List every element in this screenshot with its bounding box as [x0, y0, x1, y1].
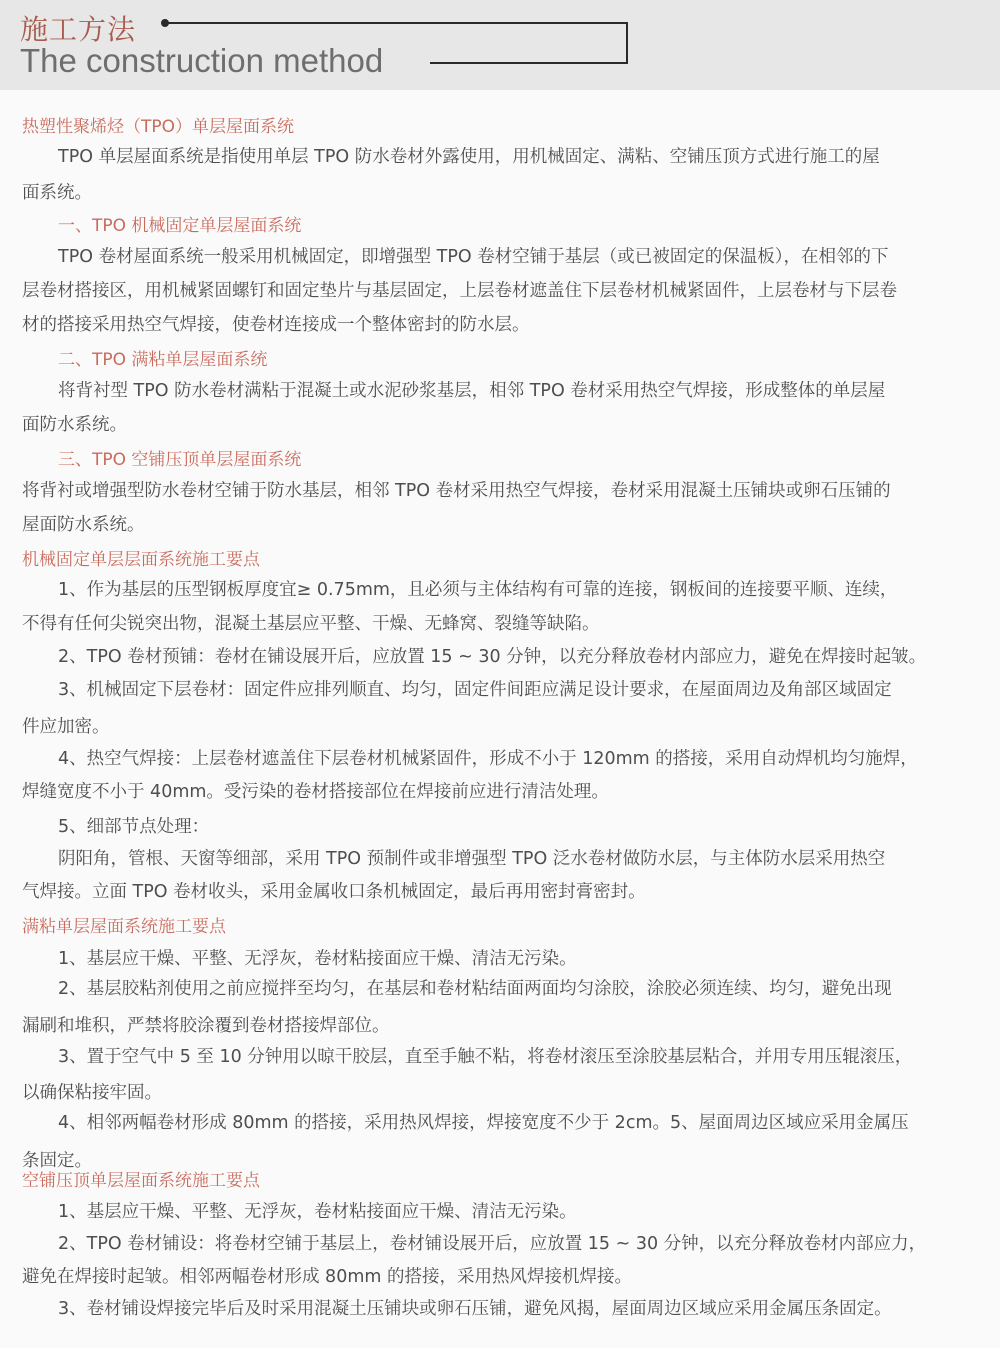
- paragraph-line: 件应加密。: [22, 717, 110, 737]
- paragraph-line: 避免在焊接时起皱。相邻两幅卷材形成 80mm 的搭接，采用热风焊接机焊接。: [22, 1267, 632, 1287]
- paragraph-line: 焊缝宽度不小于 40mm。受污染的卷材搭接部位在焊接前应进行清洁处理。: [22, 782, 609, 802]
- paragraph-line: 将背衬或增强型防水卷材空铺于防水基层，相邻 TPO 卷材采用热空气焊接，卷材采用混凝土压铺块或卵石压铺的: [22, 481, 891, 501]
- paragraph-line: 5、细部节点处理：: [58, 817, 210, 837]
- paragraph-line: TPO 单层屋面系统是指使用单层 TPO 防水卷材外露使用，用机械固定、满粘、空铺压顶方式进行施工的屋: [58, 147, 880, 167]
- paragraph-line: 2、基层胶粘剂使用之前应搅拌至均匀，在基层和卷材粘结面两面均匀涂胶，涂胶必须连续、均匀，避免出现: [58, 979, 892, 999]
- paragraph-line: 将背衬型 TPO 防水卷材满粘于混凝土或水泥砂浆基层，相邻 TPO 卷材采用热空气焊接，形成整体的单层屋: [58, 381, 886, 401]
- section-heading: 一、TPO 机械固定单层屋面系统: [58, 216, 302, 236]
- bracket-line-right: [626, 22, 628, 64]
- section-heading: 二、TPO 满粘单层屋面系统: [58, 350, 268, 370]
- paragraph-line: TPO 卷材屋面系统一般采用机械固定，即增强型 TPO 卷材空铺于基层（或已被固定的保温板），在相邻的下: [58, 247, 889, 267]
- header-band: [0, 0, 1000, 90]
- paragraph-line: 3、卷材铺设焊接完毕后及时采用混凝土压铺块或卵石压铺，避免风揭，屋面周边区域应采用金属压条固定。: [58, 1299, 892, 1319]
- paragraph-line: 气焊接。立面 TPO 卷材收头，采用金属收口条机械固定，最后再用密封膏密封。: [22, 882, 646, 902]
- section-heading: 机械固定单层层面系统施工要点: [22, 550, 260, 570]
- page-title-cn: 施工方法: [20, 13, 137, 46]
- page-title-en: The construction method: [20, 42, 384, 79]
- paragraph-line: 3、机械固定下层卷材：固定件应排列顺直、均匀，固定件间距应满足设计要求，在屋面周边及角部区域固定: [58, 680, 892, 700]
- paragraph-line: 以确保粘接牢固。: [22, 1083, 162, 1103]
- bracket-line-bottom: [430, 62, 628, 64]
- paragraph-line: 阴阳角，管根、天窗等细部，采用 TPO 预制件或非增强型 TPO 泛水卷材做防水层，与主体防水层采用热空: [58, 849, 886, 869]
- bracket-line-top: [165, 22, 628, 24]
- section-heading: 空铺压顶单层屋面系统施工要点: [22, 1171, 260, 1191]
- paragraph-line: 4、相邻两幅卷材形成 80mm 的搭接，采用热风焊接，焊接宽度不少于 2cm。5、屋面周边区域应采用金属压: [58, 1113, 909, 1133]
- paragraph-line: 2、TPO 卷材铺设：将卷材空铺于基层上，卷材铺设展开后，应放置 15 ~ 30 分钟，以充分释放卷材内部应力，: [58, 1234, 927, 1254]
- paragraph-line: 不得有任何尖锐突出物，混凝土基层应平整、干燥、无蜂窝、裂缝等缺陷。: [22, 614, 600, 634]
- paragraph-line: 1、作为基层的压型钢板厚度宜≥ 0.75mm，且必须与主体结构有可靠的连接，钢板间的连接要平顺、连续，: [58, 580, 898, 600]
- paragraph-line: 面系统。: [22, 183, 92, 203]
- section-heading: 满粘单层屋面系统施工要点: [22, 917, 226, 937]
- paragraph-line: 3、置于空气中 5 至 10 分钟用以晾干胶层，直至手触不粘，将卷材滚压至涂胶基层粘合，并用专用压辊滚压，: [58, 1047, 913, 1067]
- paragraph-line: 4、热空气焊接：上层卷材遮盖住下层卷材机械紧固件，形成不小于 120mm 的搭接，采用自动焊机均匀施焊，: [58, 749, 918, 769]
- paragraph-line: 屋面防水系统。: [22, 515, 145, 535]
- section-heading: 热塑性聚烯烃（TPO）单层屋面系统: [22, 117, 295, 137]
- paragraph-line: 漏刷和堆积，严禁将胶涂覆到卷材搭接焊部位。: [22, 1016, 390, 1036]
- section-heading: 三、TPO 空铺压顶单层屋面系统: [58, 450, 302, 470]
- paragraph-line: 面防水系统。: [22, 415, 127, 435]
- paragraph-line: 2、TPO 卷材预铺：卷材在铺设展开后，应放置 15 ~ 30 分钟，以充分释放卷材内部应力，避免在焊接时起皱。: [58, 647, 927, 667]
- paragraph-line: 条固定。: [22, 1151, 92, 1171]
- paragraph-line: 1、基层应干燥、平整、无浮灰，卷材粘接面应干燥、清洁无污染。: [58, 949, 577, 969]
- paragraph-line: 1、基层应干燥、平整、无浮灰，卷材粘接面应干燥、清洁无污染。: [58, 1202, 577, 1222]
- paragraph-line: 材的搭接采用热空气焊接，使卷材连接成一个整体密封的防水层。: [22, 315, 530, 335]
- paragraph-line: 层卷材搭接区，用机械紧固螺钉和固定垫片与基层固定，上层卷材遮盖住下层卷材机械紧固件，上层卷材与下层卷: [22, 281, 897, 301]
